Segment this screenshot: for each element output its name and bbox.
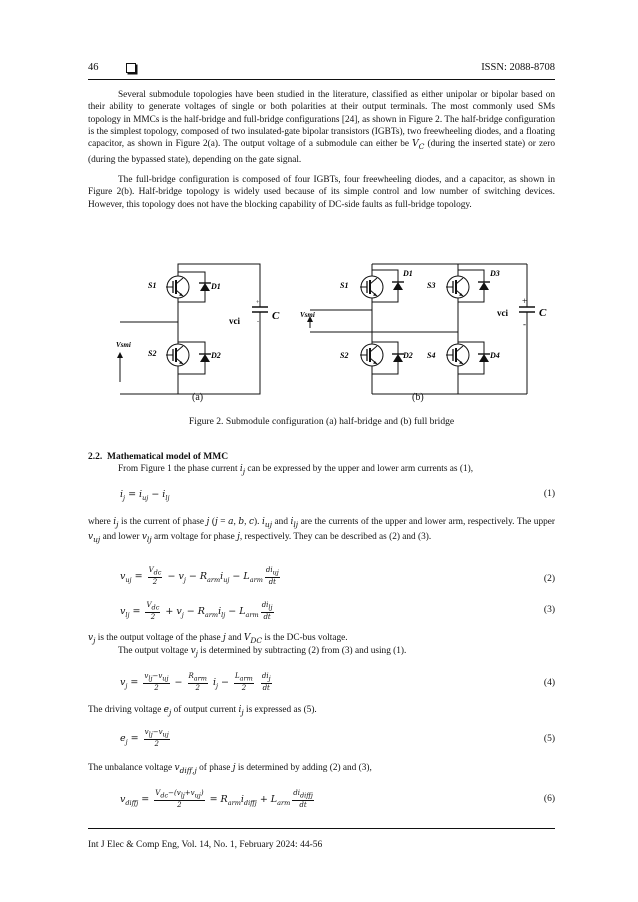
igbt-s1-b-icon xyxy=(360,276,383,298)
diode-d3-icon xyxy=(478,282,490,290)
label-d3: D3 xyxy=(490,269,500,278)
equation-4-label: (4) xyxy=(543,678,555,688)
equation-6: $v_{diffj}$ = $V_{dc}-(v_{lj}+v_{uj})$ 2 = $R_{arm}i_{diffj} + L_{arm}$ $di_{diffj}$ dt xyxy=(120,789,313,810)
igbt-s2-b-icon xyxy=(360,344,383,366)
igbt-s4-icon xyxy=(446,344,469,366)
label-minus-a: - xyxy=(257,319,259,325)
figure-label-b: (b) xyxy=(412,392,424,403)
label-s2: S2 xyxy=(148,349,157,358)
label-c-b: C xyxy=(539,307,547,319)
diode-d1-icon xyxy=(199,283,211,291)
equation-2: $v_{uj}$ = $V_{dc}$ 2 − $v_j - R_{arm}i_{uj} - L_{arm}$ $di_{uj}$ dt xyxy=(120,566,279,587)
issn: ISSN: 2088-8708 xyxy=(481,62,555,73)
equation-2-label: (2) xyxy=(543,574,555,584)
vsm-arrow-icon xyxy=(117,352,123,358)
label-s1-b: S1 xyxy=(340,281,349,290)
text-t1: From Figure 1 the phase current $i_j$ can be expressed by the upper and lower arm currents as (1), xyxy=(118,464,474,476)
label-s1: S1 xyxy=(148,281,157,290)
label-vc-a: vci xyxy=(229,316,240,326)
page-number: 46 xyxy=(88,62,99,73)
page-header xyxy=(88,62,555,76)
label-d4: D4 xyxy=(490,351,500,360)
equation-1-label: (1) xyxy=(543,489,555,499)
footer-citation: Int J Elec & Comp Eng, Vol. 14, No. 1, February 2024: 44-56 xyxy=(88,840,323,850)
diode-d4-icon xyxy=(478,354,490,362)
label-s2-b: S2 xyxy=(340,351,349,360)
equation-5: $e_j$ = $v_{lj}-v_{uj}$ 2 xyxy=(120,728,169,749)
label-vc-b: vci xyxy=(497,308,508,318)
text-t2: where $i_j$ is the current of phase j (j = a, b, c). $i_{uj}$ and $i_{lj}$ are the currents of the upper and lower arm, respectively. The upper $v_{uj}$ and lower $v_{lj}$ arm voltage for phase j, respectively. They can be described as (2) and (3). xyxy=(88,517,555,544)
paragraph-2: The full-bridge configuration is composed of four IGBTs, four freewheeling diodes, and a capacitor, as shown in Figure 2(b). Half-bridge topology is widely used because of its simple control and low number of switching devices. However, this topology does not have the blocking capability of DC-side faults as full-bridge topology. xyxy=(88,175,555,210)
section-heading: 2.2. Mathematical model of MMC xyxy=(88,452,229,462)
label-d1: D1 xyxy=(211,282,221,291)
equation-5-label: (5) xyxy=(543,734,555,744)
equation-3: $v_{lj}$ = $V_{dc}$ 2 + $v_j - R_{arm}i_{lj} - L_{arm}$ $di_{lj}$ dt xyxy=(120,601,273,622)
label-minus-b: - xyxy=(523,319,526,329)
figure-label-a: (a) xyxy=(192,392,204,403)
label-plus-b: + xyxy=(522,296,528,306)
figure-caption: Figure 2. Submodule configuration (a) half-bridge and (b) full bridge xyxy=(188,416,455,427)
equation-4: $v_j$ = $v_{lj}-v_{uj}$ 2 − $R_{arm}$ 2 $i_j$ − $L_{arm}$ 2 $di_j$ dt xyxy=(120,672,271,693)
igbt-s3-icon xyxy=(446,276,469,298)
text-t5: The driving voltage $e_j$ of output current $i_j$ is expressed as (5). xyxy=(88,705,317,717)
label-vsm-a: Vsmi xyxy=(116,341,131,349)
square-bullet-icon xyxy=(126,63,136,73)
label-s3: S3 xyxy=(427,281,436,290)
label-d1-b: D1 xyxy=(403,269,413,278)
diode-d2-icon xyxy=(199,354,211,362)
label-s4: S4 xyxy=(427,351,436,360)
header-rule xyxy=(88,79,555,80)
label-d2-b: D2 xyxy=(403,351,413,360)
label-vsm-b: Vsmi xyxy=(300,311,315,319)
text-t6: The unbalance voltage $v_{diff,j}$ of phase j is determined by adding (2) and (3), xyxy=(88,763,372,775)
equation-1: $i_j = i_{uj} - i_{lj}$ xyxy=(120,489,170,502)
figure-2-circuits xyxy=(0,262,638,402)
paragraph-1: Several submodule topologies have been studied in the literature, classified as either unipolar or bipolar based on their ability to generate voltages of single or both polarities at their output terminals. The most commonly used SMs topology in MMCs is the half-bridge and full-bridge configurations [24], as shown in Figure 2. The half-bridge configuration is the simplest topology, composed of two insulated-gate bipolar transistors (IGBTs), two freewheeling diodes, and a floating capacitor, as shown in Figure 2(a). The output voltage of a submodule can either be $V_C$ (during the inserted state) or zero (during the bypassed state), depending on the gate signal. xyxy=(88,90,555,165)
igbt-s2-icon xyxy=(166,344,189,366)
text-t4: The output voltage $v_j$ is determined by subtracting (2) from (3) and using (1). xyxy=(118,646,407,658)
text-t3: $v_j$ is the output voltage of the phase j and $V_{DC}$ is the DC-bus voltage. xyxy=(88,633,348,645)
label-plus-a: + xyxy=(256,300,260,306)
label-c-a: C xyxy=(272,310,280,322)
half-bridge-circuit xyxy=(120,264,268,394)
equation-3-label: (3) xyxy=(543,605,555,615)
equation-6-label: (6) xyxy=(543,794,555,804)
label-d2: D2 xyxy=(211,351,221,360)
igbt-s1-icon xyxy=(166,276,189,298)
diode-d1-b-icon xyxy=(392,282,404,290)
footer-rule xyxy=(88,828,555,829)
